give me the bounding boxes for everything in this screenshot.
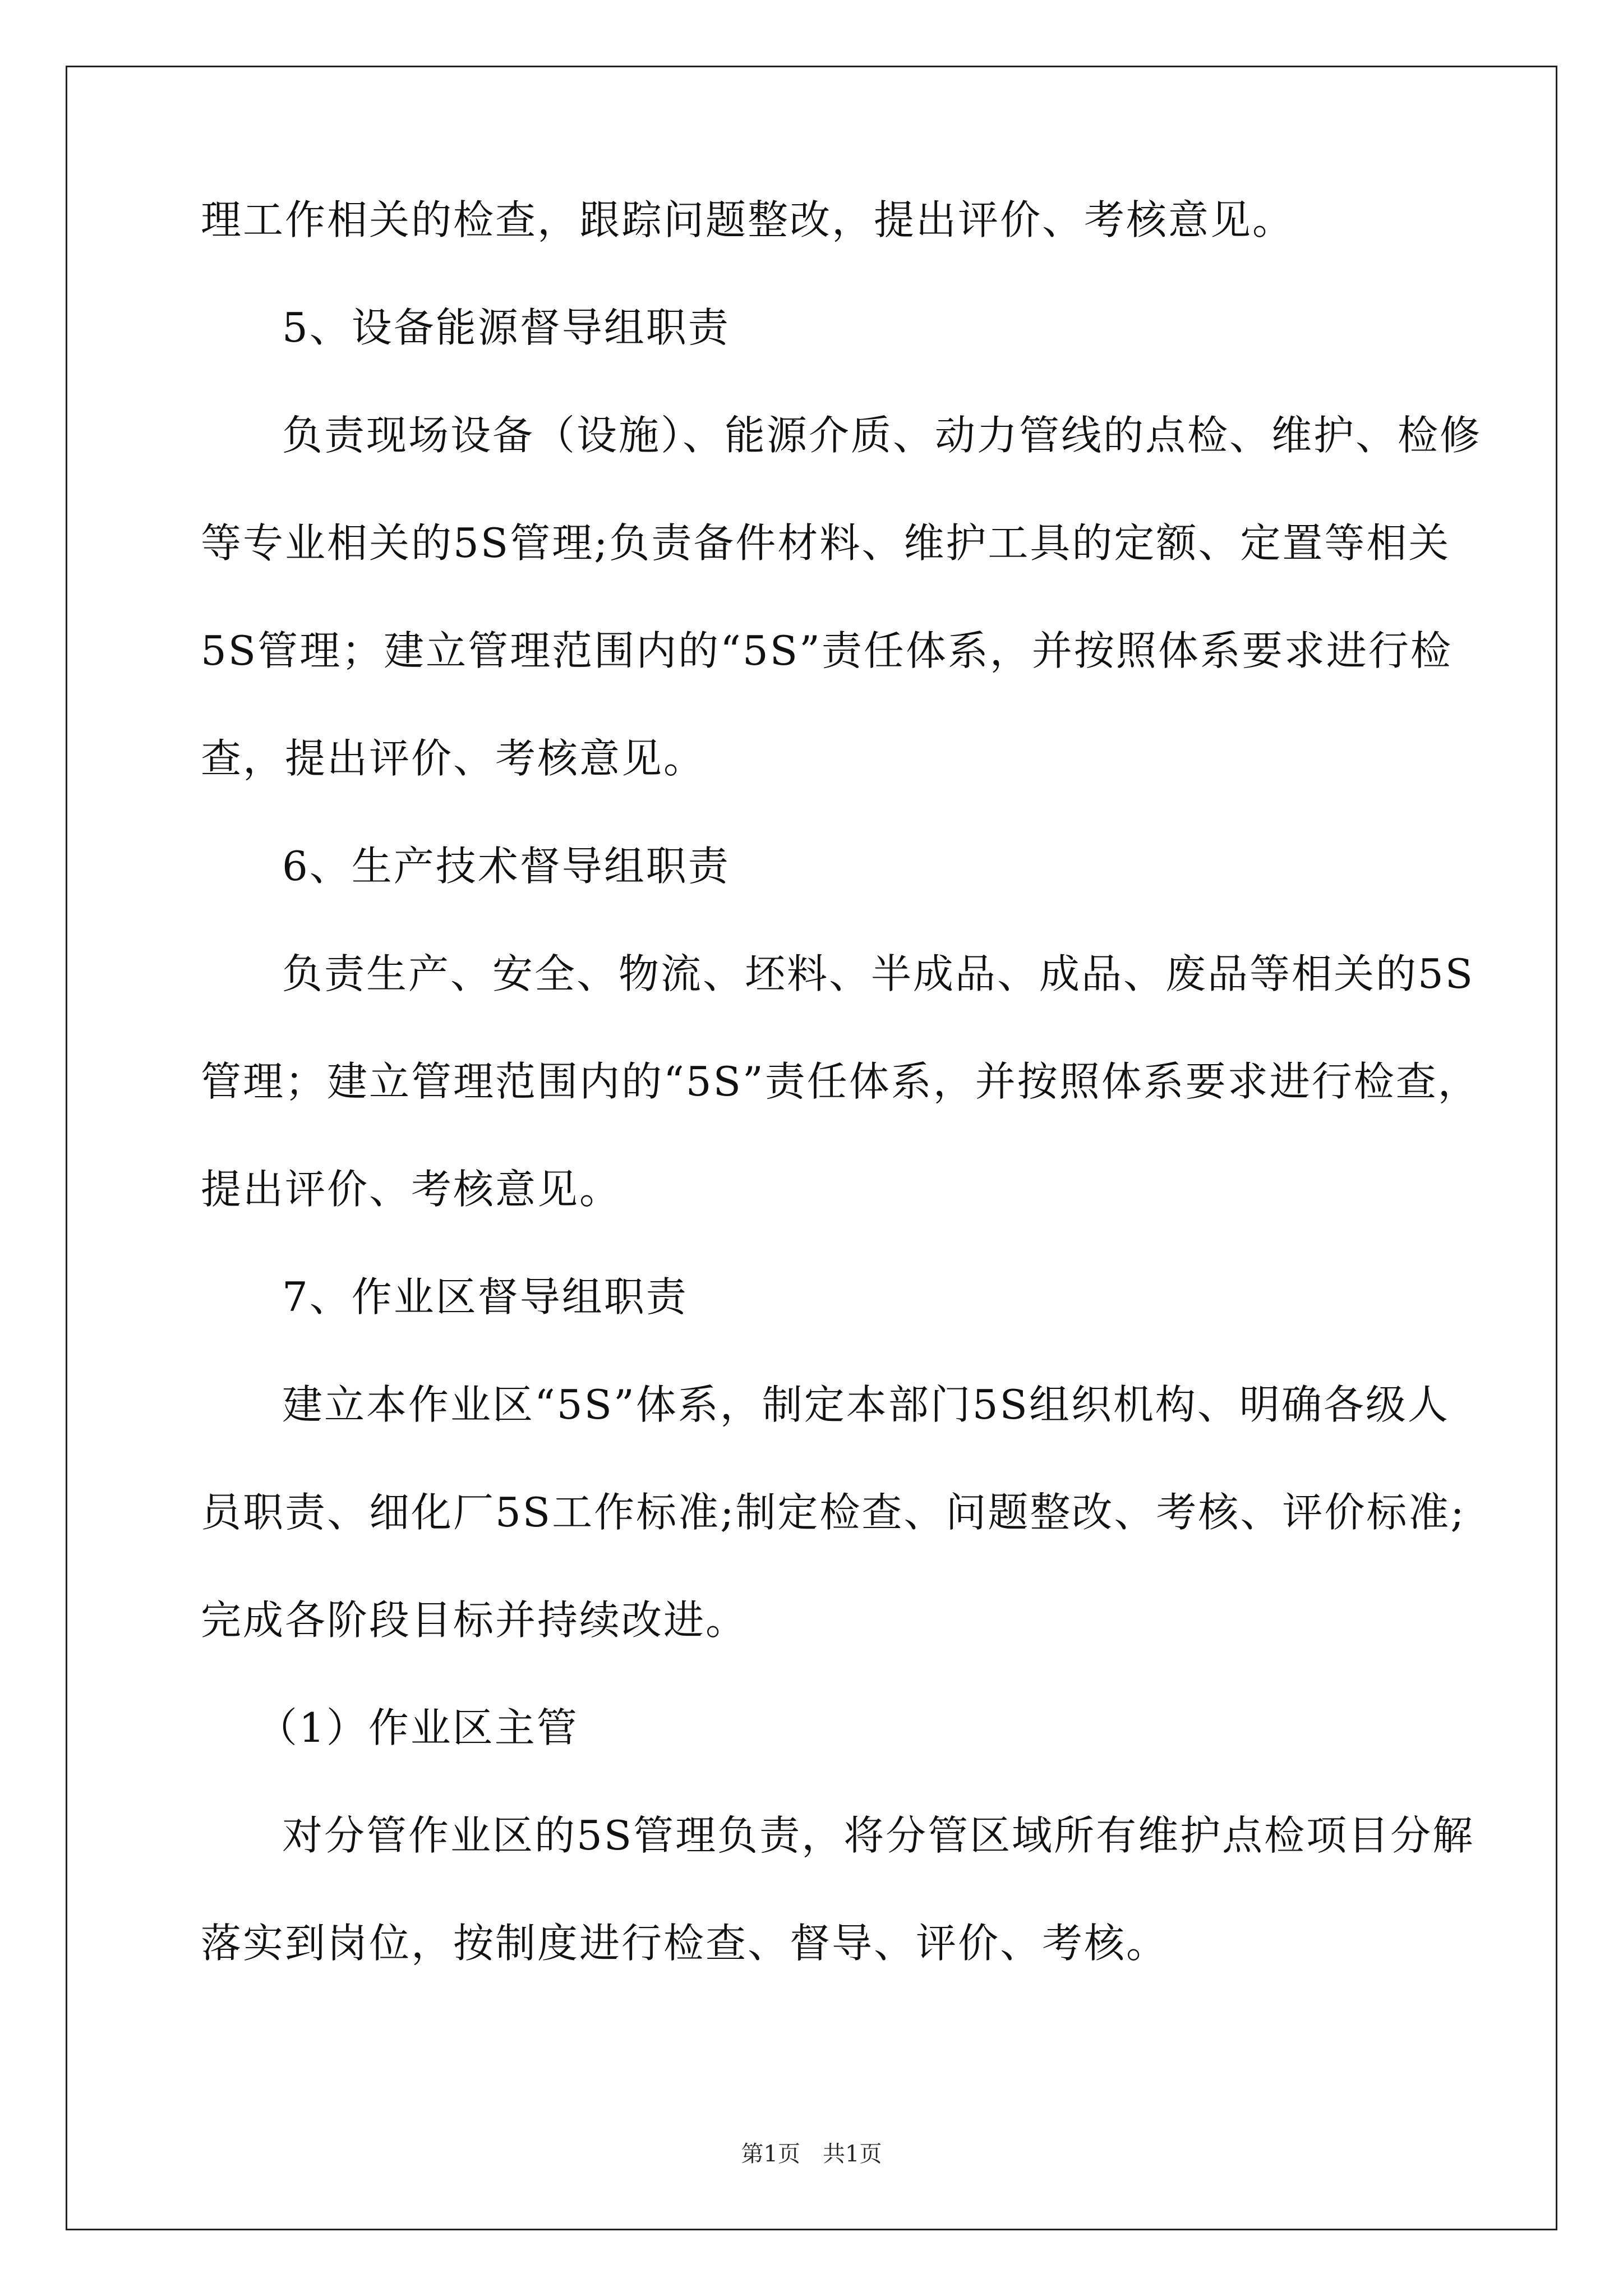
section-heading: 5、设备能源督导组职责 xyxy=(282,304,730,351)
body-line: 提出评价、考核意见。 xyxy=(201,1166,622,1213)
body-line: 理工作相关的检查，跟踪问题整改，提出评价、考核意见。 xyxy=(201,196,1295,243)
body-line: 管理；建立管理范围内的“5S”责任体系，并按照体系要求进行检查， xyxy=(201,1058,1480,1105)
body-line: 负责现场设备（设施）、能源介质、动力管线的点检、维护、检修 xyxy=(282,412,1482,459)
body-line: 5S管理；建立管理范围内的“5S”责任体系，并按照体系要求进行检 xyxy=(201,627,1453,674)
section-heading: 6、生产技术督导组职责 xyxy=(282,843,730,890)
page-footer: 第1页 共1页 xyxy=(741,2141,882,2167)
body-line: 对分管作业区的5S管理负责，将分管区域所有维护点检项目分解 xyxy=(282,1812,1475,1859)
body-line: 建立本作业区“5S”体系，制定本部门5S组织机构、明确各级人 xyxy=(282,1381,1450,1428)
body-line: 完成各阶段目标并持续改进。 xyxy=(201,1596,748,1644)
body-line: 员职责、细化厂5S工作标准;制定检查、问题整改、考核、评价标准; xyxy=(201,1489,1466,1536)
section-heading: 7、作业区督导组职责 xyxy=(282,1273,688,1320)
body-line: 等专业相关的5S管理;负责备件材料、维护工具的定额、定置等相关 xyxy=(201,519,1451,567)
document-body xyxy=(201,193,1482,1970)
body-line: 查，提出评价、考核意见。 xyxy=(201,735,706,782)
body-line: 负责生产、安全、物流、坯料、半成品、成品、废品等相关的5S xyxy=(282,950,1475,997)
body-line: 落实到岗位，按制度进行检查、督导、评价、考核。 xyxy=(201,1920,1169,1967)
subsection-heading: （1）作业区主管 xyxy=(257,1704,579,1751)
